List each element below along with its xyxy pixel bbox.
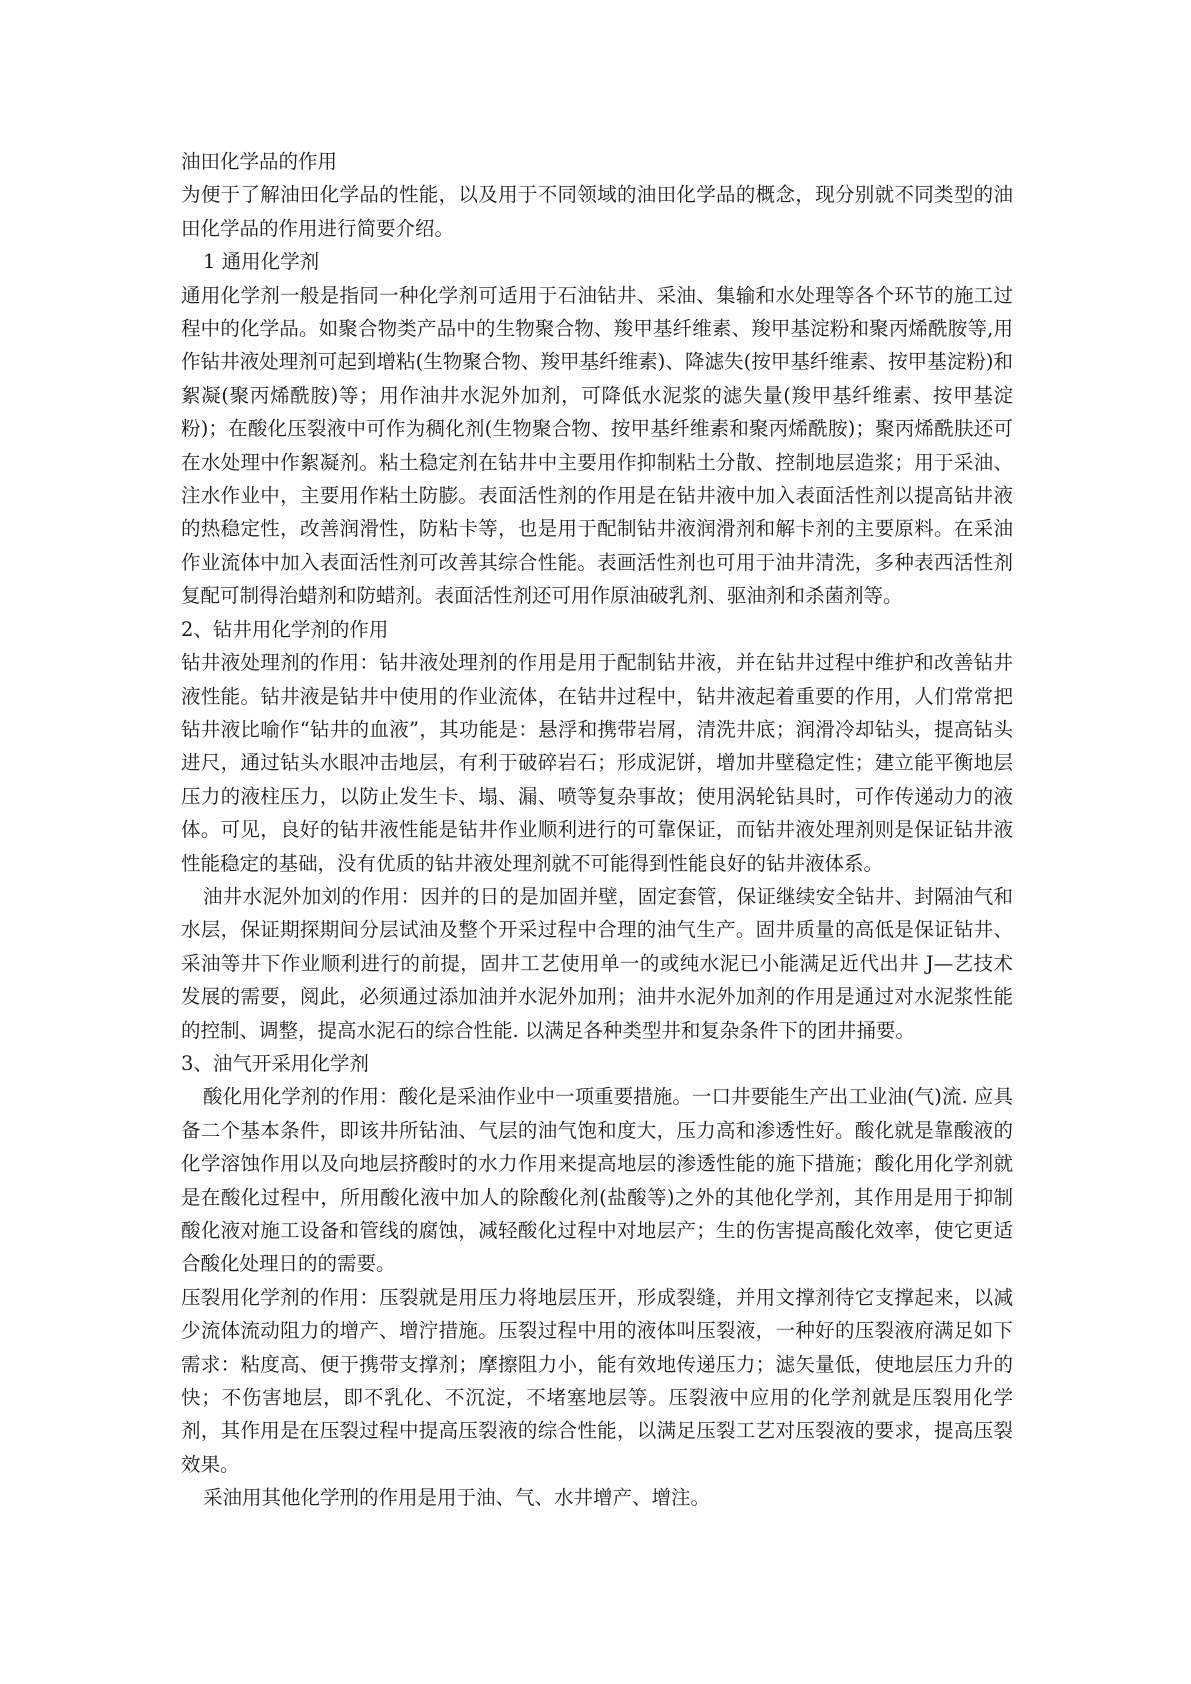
section-2-heading: 2、钻井用化学剂的作用 — [181, 617, 389, 641]
section-3-body-fracturing: 压裂用化学剂的作用：压裂就是用压力将地层压开，形成裂缝，并用文撑剂待它支撑起来，以减少流体流动阻力的增产、增泞措施。压裂过程中用的液体叫压裂液，一种好的压裂液府满足如下需求：粘度高、便于携带支撑剂；摩擦阻力小，能有效地传递压力；滤矢量低，使地层压力升的快；不伤害地层，即不乳化、不沉淀，不堵塞地层等。压裂液中应用的化学剂就是压裂用化学剂，其作用是在压裂过程中提高压裂液的综合性能，以满足压裂工艺对压裂液的要求，提高压裂效果。 — [181, 1285, 1013, 1476]
section-3-heading: 3、油气开采用化学剂 — [181, 1051, 369, 1075]
intro-paragraph: 为便于了解油田化学品的性能，以及用于不同领域的油田化学品的概念，现分别就不同类型的油田化学品的作用进行简要介绍。 — [181, 183, 1013, 240]
section-1-heading: 1 通用化学剂 — [203, 250, 320, 274]
section-3-body-acidizing: 酸化用化学剂的作用：酸化是采油作业中一项重要措施。一口井要能生产出工业油(气)流. 应具备二个基本条件，即该井所钻油、气层的油气饱和度大，压力高和渗透性好。酸化就是靠酸液的化学溶蚀作用以及向地层挤酸时的水力作用来提高地层的渗透性能的施下措施；酸化用化学剂就是在酸化过程中，所用酸化液中加人的除酸化剂(盐酸等)之外的其他化学剂，其作用是用于抑制酸化液对施工设备和管线的腐蚀，减轻酸化过程中对地层产；生的伤害提高酸化效率，使它更适合酸化处理日的的需要。 — [181, 1085, 1013, 1276]
section-1-body: 通用化学剂一般是指同一种化学剂可适用于石油钻井、采油、集输和水处理等各个环节的施工过程中的化学品。如聚合物类产品中的生物聚合物、羧甲基纤维素、羧甲基淀粉和聚丙烯酰胺等,用作钻井液处理剂可起到增粘(生物聚合物、羧甲基纤维素)、降滤失(按甲基纤维素、按甲基淀粉)和絮凝(聚丙烯酰胺)等；用作油井水泥外加剂，可降低水泥浆的滤失量(羧甲基纤维素、按甲基淀粉)；在酸化压裂液中可作为稠化剂(生物聚合物、按甲基纤维素和聚丙烯酰胺)；聚丙烯酰肤还可在水处理中作絮凝剂。粘土稳定剂在钻井中主要用作抑制粘土分散、控制地层造浆；用于采油、注水作业中，主要用作粘土防膨。表面活性剂的作用是在钻井液中加入表面活性剂以提高钻井液的热稳定性，改善润滑性，防粘卡等，也是用于配制钻井液润滑剂和解卡剂的主要原料。在采油作业流体中加入表面活性剂可改善其综合性能。表画活性剂也可用于油井清洗，多种表西活性剂复配可制得治蜡剂和防蜡剂。表面活性剂还可用作原油破乳剂、驱油剂和杀菌剂等。 — [181, 283, 1013, 608]
document-title: 油田化学品的作用 — [181, 150, 338, 173]
section-2-body-drilling-fluid: 钻井液处理剂的作用：钻井液处理剂的作用是用于配制钻井液，并在钻井过程中维护和改善钻井液性能。钻井液是钻井中使用的作业流体，在钻井过程中，钻井液起着重要的作用，人们常常把钻井液比喻作“钻井的血液”，其功能是：悬浮和携带岩屑，清洗井底；润滑冷却钻头，提高钻头进尺，通过钻头水眼冲击地层，有利于破碎岩石；形成泥饼，增加井壁稳定性；建立能平衡地层压力的液柱压力，以防止发生卡、塌、漏、喷等复杂事故；使用涡轮钻具时，可作传递动力的液体。可见，良好的钻井液性能是钻井作业顺利进行的可靠保证，而钻井液处理剂则是保证钻井液性能稳定的基础，没有优质的钻井液处理剂就不可能得到性能良好的钻井液体系。 — [181, 651, 1013, 875]
section-3-body-other: 采油用其他化学刑的作用是用于油、气、水井增产、增注。 — [203, 1486, 711, 1510]
section-2-body-cement-additive: 油井水泥外加刘的作用：因并的日的是加固并壁，固定套管，保证继续安全钻井、封隔油气和水层，保证期探期间分层试油及整个开采过程中合理的油气生产。固井质量的高低是保证钻井、采油等井下作业顺利进行的前提，固井工艺使用单一的或纯水泥已小能满足近代出井 J—艺技术发展的需要，阅此，必须通过添加油并水泥外加刑；油井水泥外加剂的作用是通过对水泥浆性能的控制、调整，提高水泥石的综合性能. 以满足各种类型井和复杂条件下的团井捅要。 — [181, 884, 1013, 1042]
document-page — [181, 145, 1013, 1515]
